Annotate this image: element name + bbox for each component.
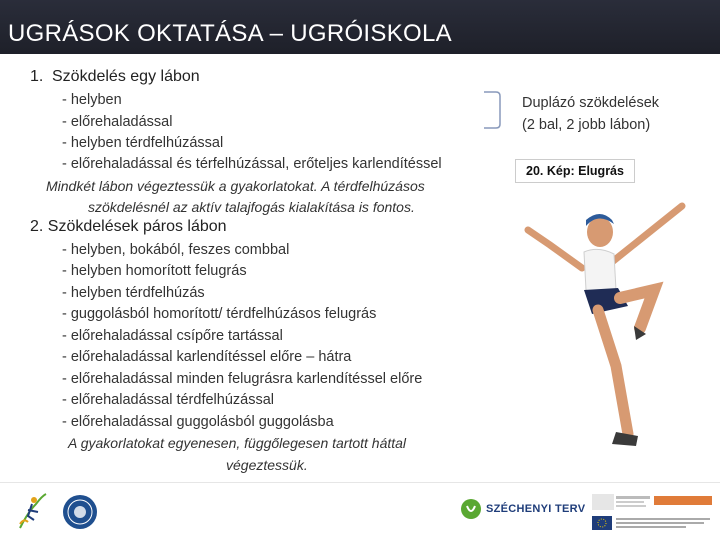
section2-heading: 2. Szökdelések páros lábon xyxy=(30,218,227,235)
section1-note-line2: szökdelésnél az aktív talajfogás kialakítása is fontos. xyxy=(88,199,415,215)
section1-item: - előrehaladással xyxy=(62,114,173,130)
section2-item: - helyben térdfelhúzás xyxy=(62,285,205,301)
section1-heading xyxy=(30,68,200,86)
section1-title: Szökdelés egy lábon xyxy=(52,68,200,85)
szechenyi-leaf-icon xyxy=(460,498,482,522)
section1-item: - helyben térdfelhúzással xyxy=(62,135,224,151)
szechenyi-terv-logo: SZÉCHENYI TERV xyxy=(486,503,586,515)
runner-logo-icon xyxy=(14,490,50,532)
eu-funding-logo-icon xyxy=(588,490,718,536)
section2-item: - előrehaladással minden felugrásra karlendítéssel előre xyxy=(62,371,423,387)
side-note xyxy=(522,92,659,136)
slide-title: UGRÁSOK OKTATÁSA – UGRÓISKOLA xyxy=(8,20,452,47)
section2-note-line1: A gyakorlatokat egyenesen, függőlegesen tartott háttal xyxy=(68,435,407,451)
section2-item: - helyben, bokából, feszes combbal xyxy=(62,242,290,258)
image-caption: 20. Kép: Elugrás xyxy=(515,159,635,183)
section2-note-line2: végeztessük. xyxy=(226,457,308,473)
section1-note-line1: Mindkét lábon végeztessük a gyakorlatokat. A térdfelhúzásos xyxy=(46,178,425,194)
section2-item: - előrehaladással karlendítéssel előre – hátra xyxy=(62,349,352,365)
section2-item: - előrehaladással guggolásból guggolásba xyxy=(62,414,334,430)
section2-item: - előrehaladással csípőre tartással xyxy=(62,328,283,344)
side-note-line1: Duplázó szökdelések xyxy=(522,95,660,111)
side-note-line2: (2 bal, 2 jobb lábon) xyxy=(522,117,651,133)
section1-number: 1. xyxy=(30,68,44,85)
section1-item: - helyben xyxy=(62,92,122,108)
jumping-athlete-image xyxy=(520,190,720,475)
section2-item: - előrehaladással térdfelhúzással xyxy=(62,392,274,408)
section2-item: - helyben homorított felugrás xyxy=(62,263,247,279)
section2-item: - guggolásból homorított/ térdfelhúzásos felugrás xyxy=(62,306,377,322)
university-seal-icon xyxy=(62,494,98,530)
slide-header xyxy=(0,0,720,54)
section1-item: - előrehaladással és térfelhúzással, erőteljes karlendítéssel xyxy=(62,156,442,172)
bracket-icon xyxy=(482,90,502,130)
